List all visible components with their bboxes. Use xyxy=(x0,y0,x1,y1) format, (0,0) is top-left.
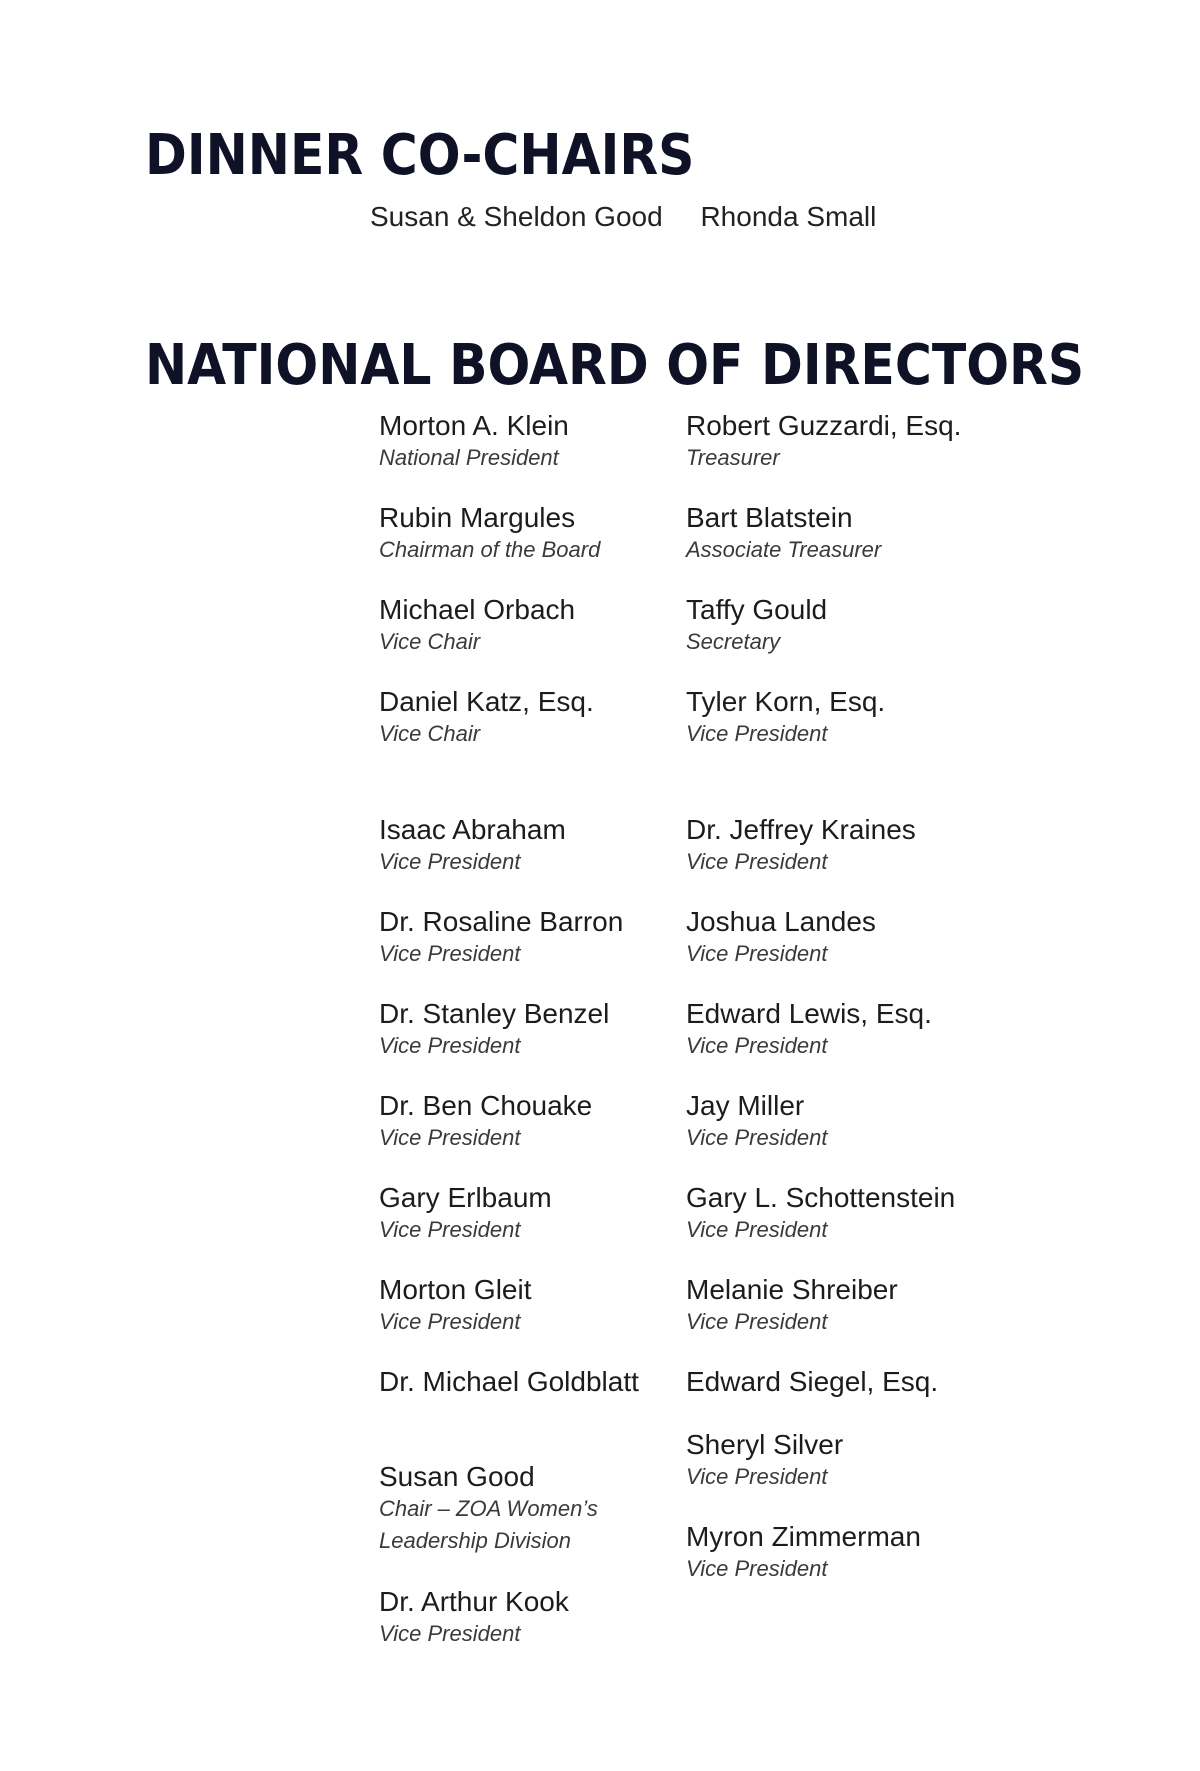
member-title: Vice President xyxy=(379,1217,521,1242)
cochair-name: Rhonda Small xyxy=(700,201,877,232)
member-name: Rubin Margules xyxy=(379,502,576,533)
board-member xyxy=(686,1366,986,1398)
board-member xyxy=(379,1366,649,1398)
board-member xyxy=(686,1182,986,1246)
member-title: Vice Chair xyxy=(379,629,481,654)
board-member xyxy=(379,594,649,658)
cochair-name: Susan & Sheldon Good xyxy=(370,201,663,232)
member-title: Vice President xyxy=(686,721,828,746)
member-title: Vice President xyxy=(686,849,828,874)
member-name: Myron Zimmerman xyxy=(686,1521,921,1552)
member-name: Michael Orbach xyxy=(379,594,576,625)
board-member xyxy=(379,686,649,750)
member-title: Secretary xyxy=(686,629,781,654)
board-member xyxy=(686,594,986,658)
member-name: Robert Guzzardi, Esq. xyxy=(686,410,962,441)
board-heading: NATIONAL BOARD OF DIRECTORS xyxy=(145,333,1085,398)
member-title: Associate Treasurer xyxy=(686,537,882,562)
member-title: Treasurer xyxy=(686,445,780,470)
member-name: Gary Erlbaum xyxy=(379,1182,552,1213)
board-member xyxy=(686,906,986,970)
member-title: Vice President xyxy=(379,1033,521,1058)
member-title: Vice President xyxy=(379,1621,521,1646)
member-name: Taffy Gould xyxy=(686,594,828,625)
member-title: Vice President xyxy=(686,1125,828,1150)
member-name: Dr. Rosaline Barron xyxy=(379,906,624,937)
member-name: Tyler Korn, Esq. xyxy=(686,686,886,717)
dinner-cochairs-list xyxy=(370,201,876,233)
board-member xyxy=(379,1274,649,1338)
board-member xyxy=(686,686,986,750)
dinner-cochairs-heading: DINNER CO-CHAIRS xyxy=(145,123,695,188)
board-member xyxy=(379,502,649,566)
member-title: Vice Chair xyxy=(379,721,481,746)
member-title: Vice President xyxy=(686,1033,828,1058)
board-member xyxy=(379,814,649,878)
member-name: Dr. Jeffrey Kraines xyxy=(686,814,916,845)
member-name: Edward Lewis, Esq. xyxy=(686,998,932,1029)
member-name: Gary L. Schottenstein xyxy=(686,1182,956,1213)
member-title: Vice President xyxy=(379,1309,521,1334)
board-member xyxy=(379,1461,649,1557)
member-title: Chair – ZOA Women’s Leadership Division xyxy=(379,1496,598,1553)
member-name: Melanie Shreiber xyxy=(686,1274,898,1305)
board-member xyxy=(686,998,986,1062)
board-member xyxy=(379,1182,649,1246)
member-name: Dr. Stanley Benzel xyxy=(379,998,610,1029)
member-name: Jay Miller xyxy=(686,1090,805,1121)
member-title: Vice President xyxy=(379,1125,521,1150)
member-name: Morton A. Klein xyxy=(379,410,569,441)
member-title: Vice President xyxy=(686,1309,828,1334)
board-member xyxy=(686,1521,986,1585)
member-name: Susan Good xyxy=(379,1461,535,1492)
member-name: Dr. Arthur Kook xyxy=(379,1586,569,1617)
member-title: Vice President xyxy=(686,941,828,966)
member-name: Isaac Abraham xyxy=(379,814,566,845)
board-member xyxy=(686,1274,986,1338)
member-title: Vice President xyxy=(686,1464,828,1489)
board-member xyxy=(379,1090,649,1154)
board-member xyxy=(379,1586,649,1650)
board-member xyxy=(379,410,649,474)
member-title: Vice President xyxy=(686,1556,828,1581)
board-member xyxy=(686,410,986,474)
board-member xyxy=(686,814,986,878)
board-member xyxy=(379,998,649,1062)
member-name: Bart Blatstein xyxy=(686,502,853,533)
member-name: Daniel Katz, Esq. xyxy=(379,686,594,717)
member-title: Vice President xyxy=(686,1217,828,1242)
board-member xyxy=(686,502,986,566)
member-name: Morton Gleit xyxy=(379,1274,532,1305)
member-title: Vice President xyxy=(379,849,521,874)
member-title: National President xyxy=(379,445,559,470)
member-name: Joshua Landes xyxy=(686,906,876,937)
member-name: Dr. Michael Goldblatt xyxy=(379,1366,639,1397)
board-member xyxy=(686,1429,986,1493)
member-title: Vice President xyxy=(379,941,521,966)
board-member xyxy=(379,906,649,970)
board-member xyxy=(686,1090,986,1154)
member-name: Dr. Ben Chouake xyxy=(379,1090,593,1121)
member-name: Edward Siegel, Esq. xyxy=(686,1366,939,1397)
member-title: Chairman of the Board xyxy=(379,537,601,562)
member-name: Sheryl Silver xyxy=(686,1429,844,1460)
